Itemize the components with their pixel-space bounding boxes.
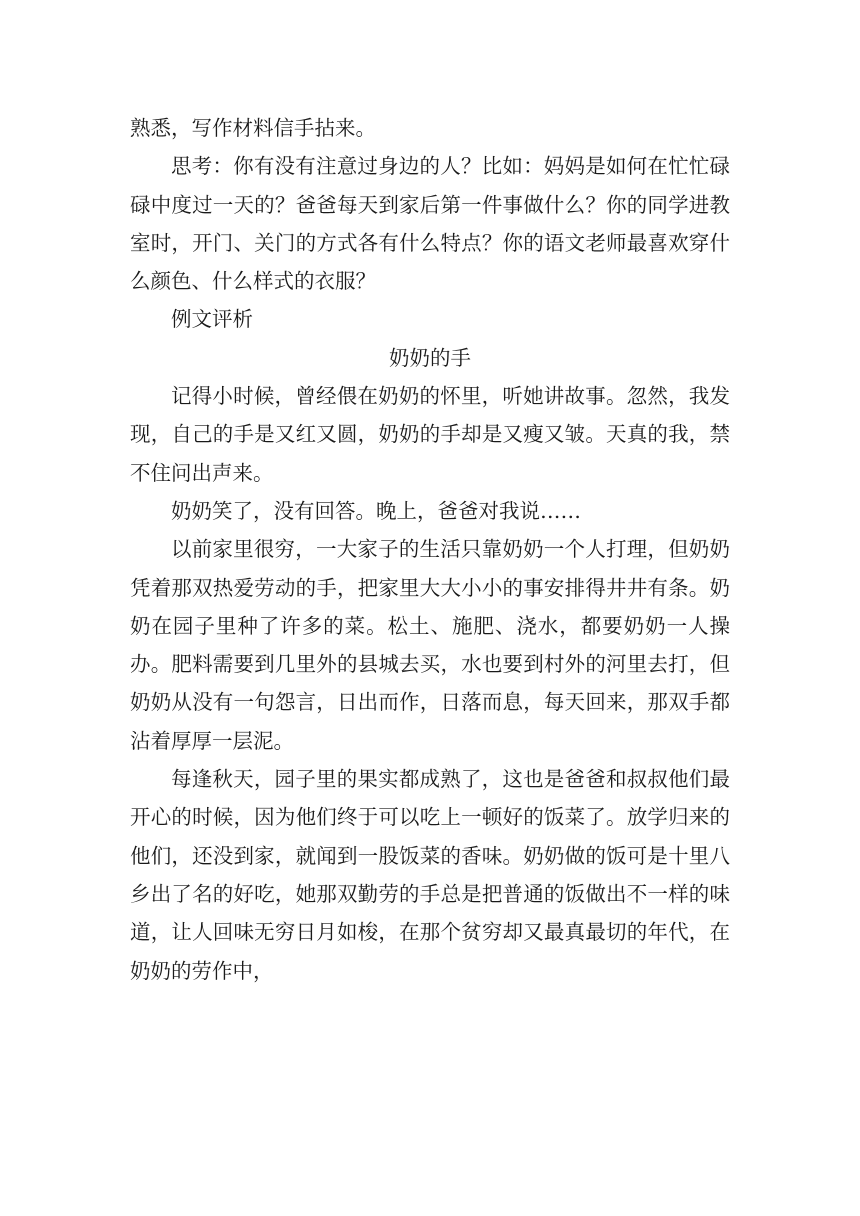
essay-paragraph: 记得小时候，曾经偎在奶奶的怀里，听她讲故事。忽然，我发现，自己的手是又红又圆，奶奶的手却是又瘦又皱。天真的我，禁不住问出声来。	[130, 384, 730, 485]
paragraph-continuation: 熟悉，写作材料信手拈来。	[130, 116, 376, 140]
section-heading-example-review: 例文评析	[171, 307, 253, 332]
essay-paragraph: 以前家里很穷，一大家子的生活只靠奶奶一个人打理，但奶奶凭着那双热爱劳动的手，把家里大大小小的事安排得井井有条。奶奶在园子里种了许多的菜。松土、施肥、浇水，都要奶奶一人操办。肥料需要到几里外的县城去买，水也要到村外的河里去打，但奶奶从没有一句怨言，日出而作，日落而息，每天回来，那双手都沾着厚厚一层泥。	[130, 537, 730, 753]
document-body	[130, 109, 730, 990]
essay-paragraph: 奶奶笑了，没有回答。晚上，爸爸对我说……	[171, 498, 581, 523]
essay-paragraph: 每逢秋天，园子里的果实都成熟了，这也是爸爸和叔叔他们最开心的时候，因为他们终于可以吃上一顿好的饭菜了。放学归来的他们，还没到家，就闻到一股饭菜的香味。奶奶做的饭可是十里八乡出了名的好吃，她那双勤劳的手总是把普通的饭做出不一样的味道，让人回味无穷日月如梭，在那个贫穷却又最真最切的年代，在奶奶的劳作中，	[130, 767, 730, 983]
essay-title: 奶奶的手	[389, 345, 471, 370]
paragraph-thinking-prompt: 思考：你有没有注意过身边的人？比如：妈妈是如何在忙忙碌碌中度过一天的？爸爸每天到家后第一件事做什么？你的同学进教室时，开门、关门的方式各有什么特点？你的语文老师最喜欢穿什么颜色、什么样式的衣服？	[130, 154, 730, 294]
